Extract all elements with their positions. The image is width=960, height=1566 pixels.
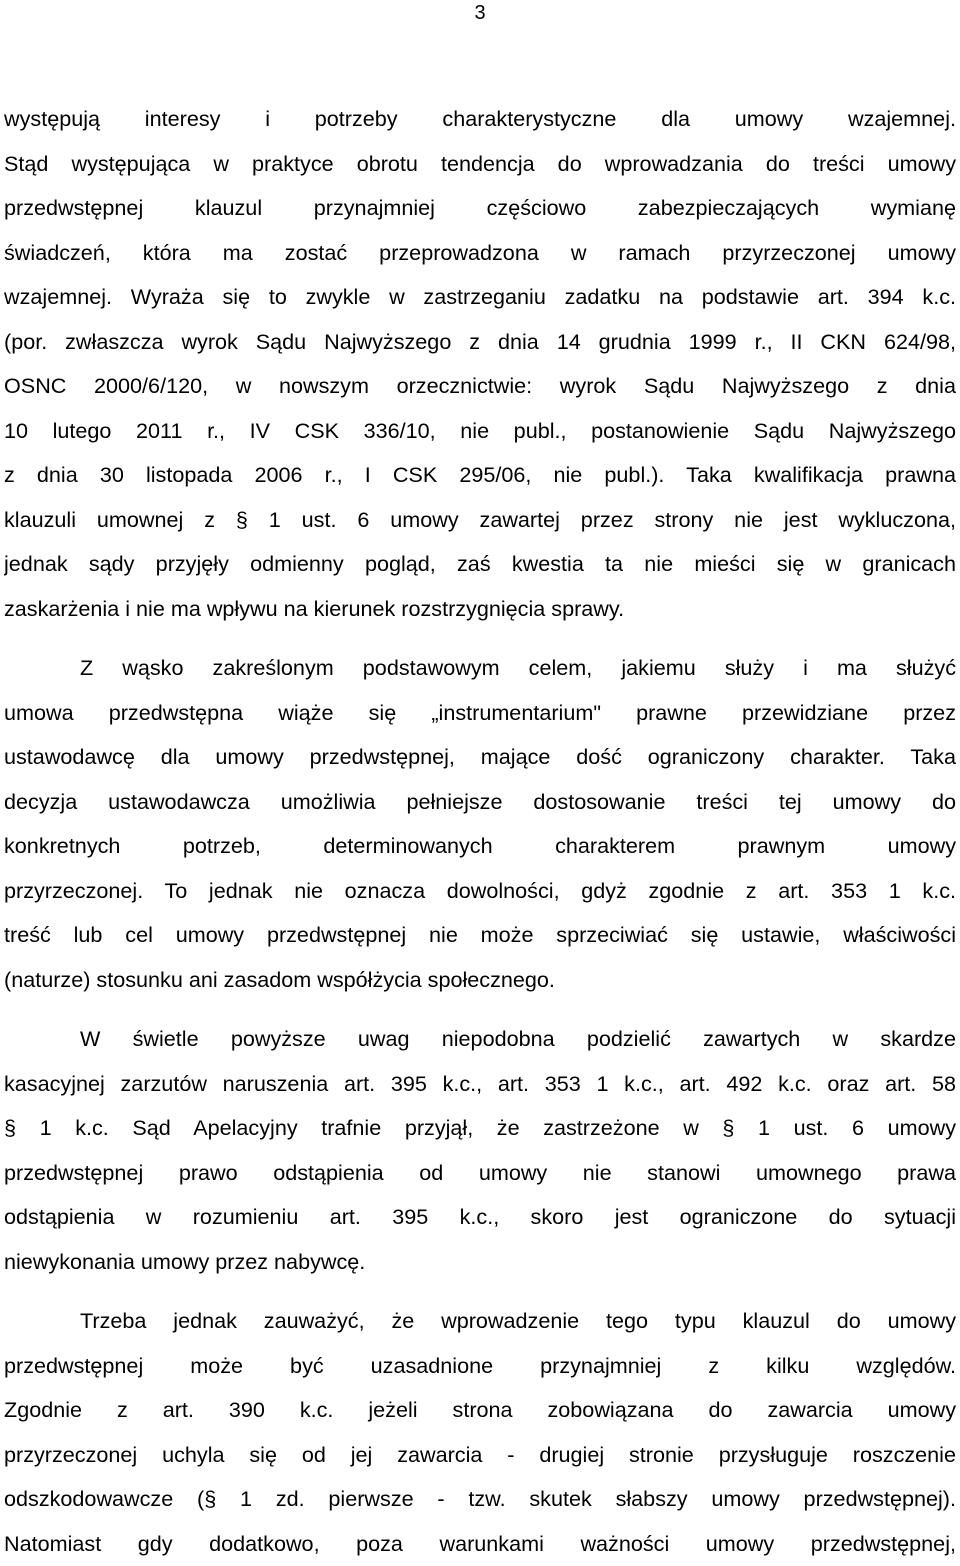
page-number: 3 bbox=[0, 2, 960, 24]
text-line: przedwstępnej może być uzasadnione przynajmniej z kilku względów. bbox=[4, 1344, 956, 1389]
text-line: Stąd występująca w praktyce obrotu tendencja do wprowadzania do treści umowy bbox=[4, 142, 956, 187]
text-line: odszkodowawcze (§ 1 zd. pierwsze - tzw. skutek słabszy umowy przedwstępnej). bbox=[4, 1477, 956, 1522]
paragraph bbox=[4, 97, 956, 631]
text-line: Trzeba jednak zauważyć, że wprowadzenie tego typu klauzul do umowy bbox=[4, 1299, 956, 1344]
text-line: odstąpienia w rozumieniu art. 395 k.c., skoro jest ograniczone do sytuacji bbox=[4, 1195, 956, 1240]
text-line: W świetle powyższe uwag niepodobna podzielić zawartych w skardze bbox=[4, 1017, 956, 1062]
text-line: klauzuli umownej z § 1 ust. 6 umowy zawartej przez strony nie jest wykluczona, bbox=[4, 498, 956, 543]
text-line: decyzja ustawodawcza umożliwia pełniejsze dostosowanie treści tej umowy do bbox=[4, 780, 956, 825]
text-line: z dnia 30 listopada 2006 r., I CSK 295/06, nie publ.). Taka kwalifikacja prawna bbox=[4, 453, 956, 498]
paragraph bbox=[4, 646, 956, 1002]
text-line: (naturze) stosunku ani zasadom współżycia społecznego. bbox=[4, 958, 956, 1003]
text-line: występują interesy i potrzeby charakterystyczne dla umowy wzajemnej. bbox=[4, 97, 956, 142]
text-line: umowa przedwstępna wiąże się „instrumentarium" prawne przewidziane przez bbox=[4, 691, 956, 736]
document-body bbox=[4, 97, 956, 1566]
text-line: kasacyjnej zarzutów naruszenia art. 395 k.c., art. 353 1 k.c., art. 492 k.c. oraz art. 58 bbox=[4, 1062, 956, 1107]
paragraph bbox=[4, 1017, 956, 1284]
paragraph-gap bbox=[4, 631, 956, 646]
text-line: Natomiast gdy dodatkowo, poza warunkami ważności umowy przedwstępnej, bbox=[4, 1522, 956, 1566]
text-line: Zgodnie z art. 390 k.c. jeżeli strona zobowiązana do zawarcia umowy bbox=[4, 1388, 956, 1433]
text-line: § 1 k.c. Sąd Apelacyjny trafnie przyjął, że zastrzeżone w § 1 ust. 6 umowy bbox=[4, 1106, 956, 1151]
text-line: (por. zwłaszcza wyrok Sądu Najwyższego z dnia 14 grudnia 1999 r., II CKN 624/98, bbox=[4, 320, 956, 365]
text-line: niewykonania umowy przez nabywcę. bbox=[4, 1240, 956, 1285]
text-line: jednak sądy przyjęły odmienny pogląd, zaś kwestia ta nie mieści się w granicach bbox=[4, 542, 956, 587]
text-line: treść lub cel umowy przedwstępnej nie może sprzeciwiać się ustawie, właściwości bbox=[4, 913, 956, 958]
text-line: przedwstępnej prawo odstąpienia od umowy nie stanowi umownego prawa bbox=[4, 1151, 956, 1196]
text-line: konkretnych potrzeb, determinowanych charakterem prawnym umowy bbox=[4, 824, 956, 869]
text-line: ustawodawcę dla umowy przedwstępnej, mające dość ograniczony charakter. Taka bbox=[4, 735, 956, 780]
text-line: przyrzeczonej. To jednak nie oznacza dowolności, gdyż zgodnie z art. 353 1 k.c. bbox=[4, 869, 956, 914]
text-line: OSNC 2000/6/120, w nowszym orzecznictwie: wyrok Sądu Najwyższego z dnia bbox=[4, 364, 956, 409]
text-line: zaskarżenia i nie ma wpływu na kierunek rozstrzygnięcia sprawy. bbox=[4, 587, 956, 632]
text-line: 10 lutego 2011 r., IV CSK 336/10, nie publ., postanowienie Sądu Najwyższego bbox=[4, 409, 956, 454]
paragraph-gap bbox=[4, 1002, 956, 1017]
text-line: świadczeń, która ma zostać przeprowadzona w ramach przyrzeczonej umowy bbox=[4, 231, 956, 276]
text-line: przyrzeczonej uchyla się od jej zawarcia - drugiej stronie przysługuje roszczenie bbox=[4, 1433, 956, 1478]
text-line: wzajemnej. Wyraża się to zwykle w zastrzeganiu zadatku na podstawie art. 394 k.c. bbox=[4, 275, 956, 320]
text-line: Z wąsko zakreślonym podstawowym celem, jakiemu służy i ma służyć bbox=[4, 646, 956, 691]
paragraph bbox=[4, 1299, 956, 1566]
paragraph-gap bbox=[4, 1284, 956, 1299]
text-line: przedwstępnej klauzul przynajmniej częściowo zabezpieczających wymianę bbox=[4, 186, 956, 231]
